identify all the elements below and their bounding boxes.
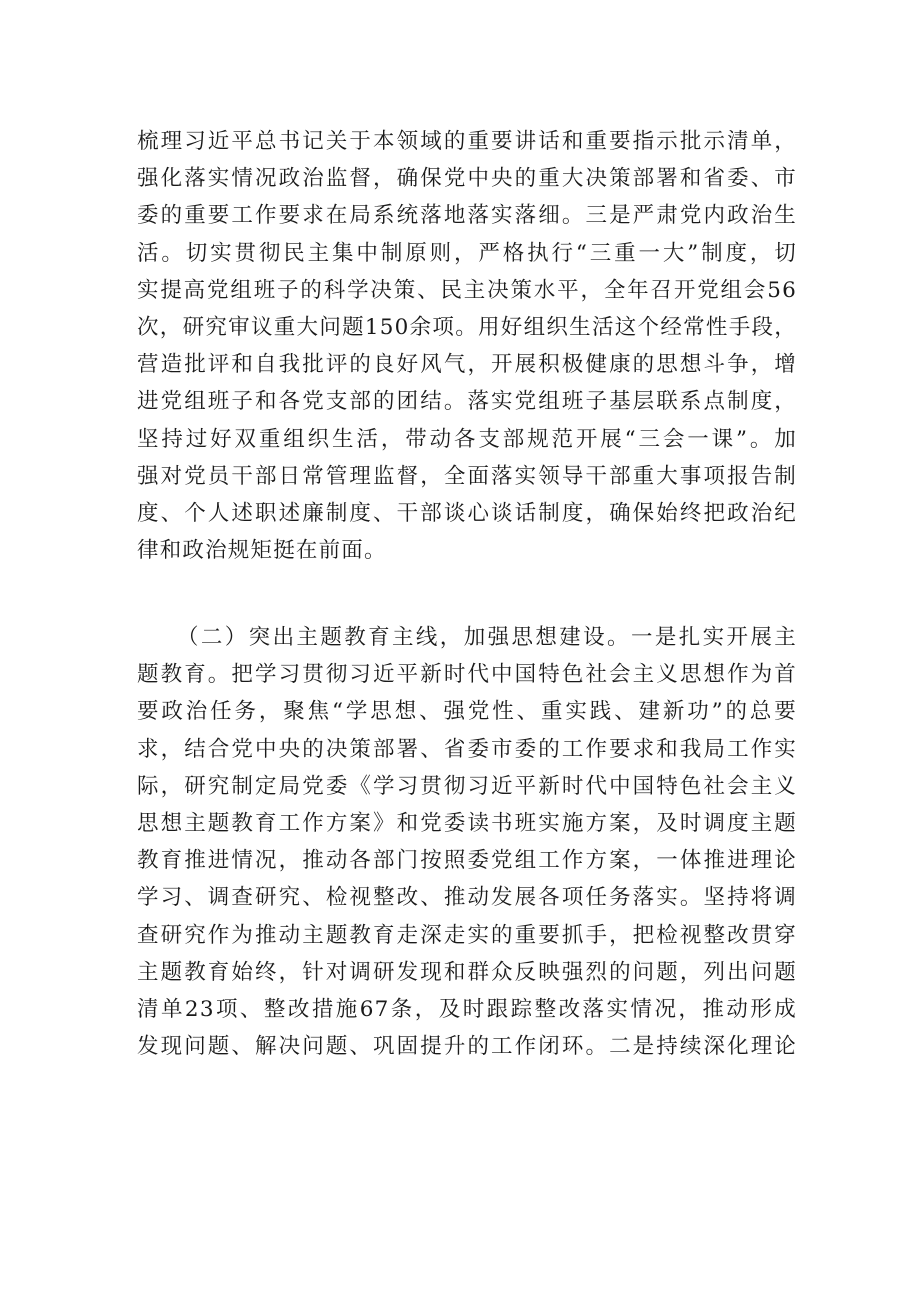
text-line: 求，结合党中央的决策部署、省委市委的工作要求和我局工作实: [137, 736, 797, 762]
text-line: 强对党员干部日常管理监督，全面落实领导干部重大事项报告制: [137, 463, 797, 489]
paragraph-theme-education: [137, 619, 797, 1065]
text-line: 教育推进情况，推动各部门按照委党组工作方案，一体推进理论: [137, 848, 797, 874]
text-line: 题教育。把学习贯彻习近平新时代中国特色社会主义思想作为首: [137, 662, 797, 688]
text-line: 强化落实情况政治监督，确保党中央的重大决策部署和省委、市: [137, 166, 797, 192]
text-line: 要政治任务，聚焦“学思想、强党性、重实践、建新功”的总要: [137, 699, 797, 725]
text-line: 际，研究制定局党委《学习贯彻习近平新时代中国特色社会主义: [137, 773, 797, 799]
text-line: 进党组班子和各党支部的团结。落实党组班子基层联系点制度，: [137, 389, 797, 415]
text-line: 主题教育始终，针对调研发现和群众反映强烈的问题，列出问题: [137, 959, 797, 985]
text-line: 实提高党组班子的科学决策、民主决策水平，全年召开党组会56: [137, 277, 797, 303]
text-line: 学习、调查研究、检视整改、推动发展各项任务落实。坚持将调: [137, 885, 797, 911]
text-line: 委的重要工作要求在局系统落地落实落细。三是严肃党内政治生: [137, 203, 797, 229]
text-line: 活。切实贯彻民主集中制原则，严格执行“三重一大”制度，切: [137, 240, 797, 266]
text-line: 梳理习近平总书记关于本领域的重要讲话和重要指示批示清单，: [137, 129, 797, 154]
text-line: 思想主题教育工作方案》和党委读书班实施方案，及时调度主题: [137, 811, 797, 837]
section-heading-line: （二）突出主题教育主线，加强思想建设。一是扎实开展主: [177, 625, 797, 650]
text-line: 发现问题、解决问题、巩固提升的工作闭环。二是持续深化理论: [137, 1034, 797, 1060]
text-line: 次，研究审议重大问题150余项。用好组织生活这个经常性手段，: [137, 315, 797, 341]
text-line: 查研究作为推动主题教育走深走实的重要抓手，把检视整改贯穿: [137, 922, 797, 948]
text-line: 清单23项、整改措施67条，及时跟踪整改落实情况，推动形成: [137, 997, 797, 1023]
text-line: 营造批评和自我批评的良好风气，开展积极健康的思想斗争，增: [137, 352, 797, 378]
text-line: 度、个人述职述廉制度、干部谈心谈话制度，确保始终把政治纪: [137, 501, 797, 527]
text-line: 坚持过好双重组织生活，带动各支部规范开展“三会一课”。加: [137, 426, 797, 452]
paragraph-party-political-life: [137, 123, 797, 569]
text-line: 律和政治规矩挺在前面。: [137, 538, 387, 564]
